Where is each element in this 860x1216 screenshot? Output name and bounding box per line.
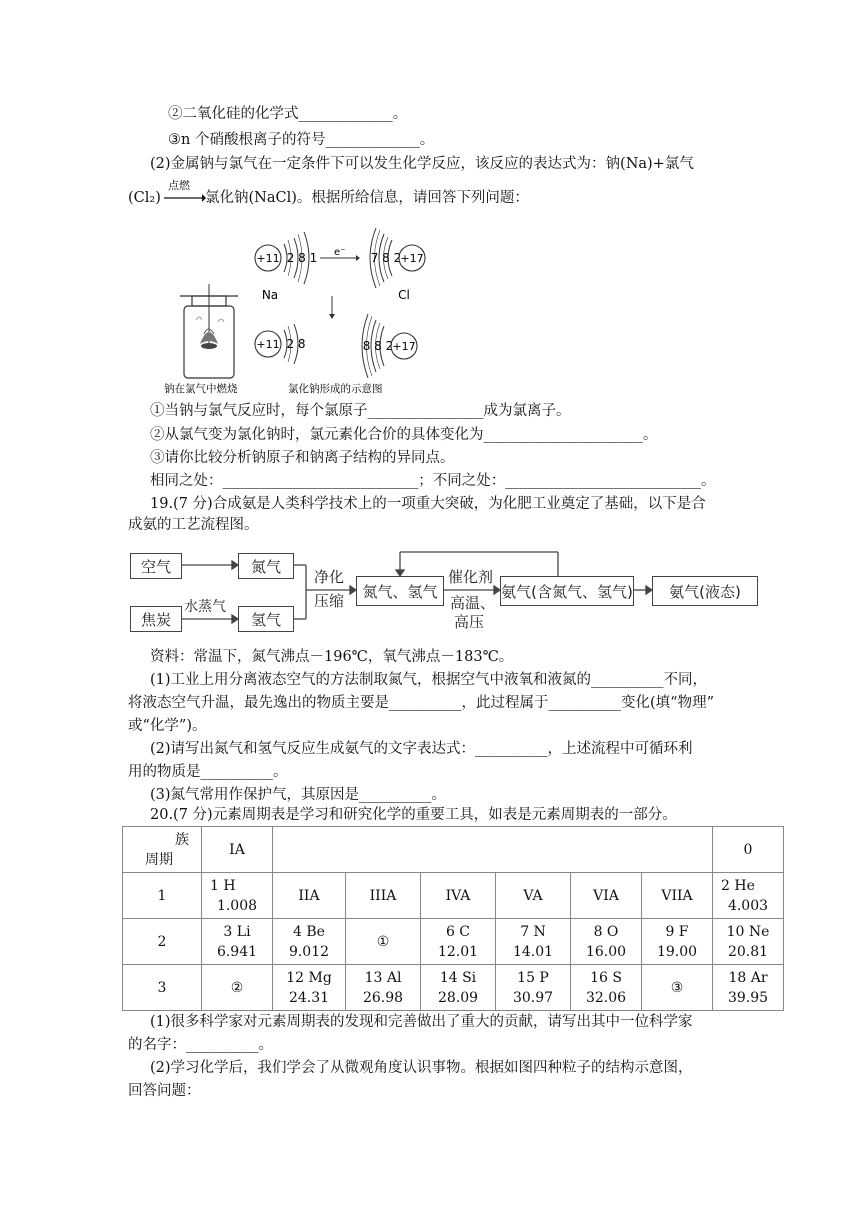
question-line: (1)工业上用分离液态空气的方法制取氮气，根据空气中液氧和液氮的__________不同， [150, 672, 708, 688]
period-label: 1 [123, 873, 202, 919]
question-line: ③n 个硝酸根离子的符号_____________。 [168, 132, 435, 148]
question-line: 回答问题： [128, 1083, 201, 1099]
question-line: (3)氮气常用作保护气，其原因是__________。 [150, 787, 447, 803]
ammonia-flow-chart [124, 540, 764, 640]
element-cell: 10 Ne 20.81 [713, 919, 784, 965]
flow-product: 氨气(含氮气、氢气) [500, 576, 634, 606]
element-cell: 12 Mg 24.31 [273, 965, 346, 1011]
reaction-condition: 点燃 [168, 179, 190, 192]
group-ia-header: IA [202, 827, 273, 873]
question-line: ②从氯气变为氯化钠时，氯元素化合价的具体变化为______________________。 [150, 427, 658, 443]
question-line: (1)很多科学家对元素周期表的发现和完善做出了重大的贡献，请写出其中一位科学家 [150, 1014, 693, 1030]
flow-air: 空气 [130, 553, 182, 579]
element-cell: 4 Be 9.012 [273, 919, 346, 965]
electron-label: e⁻ [334, 247, 346, 258]
question-line: (2)学习化学后，我们学会了从微观角度认识事物。根据如图四种粒子的结构示意图， [150, 1060, 693, 1076]
header-spacer [273, 827, 713, 873]
element-cell-he: 2 He 4.003 [713, 873, 784, 919]
na-atom-shells: 2 8 1 [286, 251, 318, 265]
cl-ion-shells: 8 8 2 [362, 339, 394, 353]
cl-atom-nucleus: +17 [400, 252, 424, 265]
flow-conditions-1: 高温、 [450, 594, 496, 612]
blank-mark-3: ③ [642, 965, 713, 1011]
question-line: 用的物质是__________。 [128, 764, 288, 780]
question-line: 20.(7 分)元素周期表是学习和研究化学的重要工具，如表是元素周期表的一部分。 [150, 807, 677, 823]
group-header: VA [496, 873, 571, 919]
blank-mark-1: ① [346, 919, 421, 965]
question-line: 氯化钠(NaCl)。根据所给信息，请回答下列问题： [205, 190, 529, 206]
caption-right: 氯化钠形成的示意图 [288, 383, 383, 395]
cl-ion-nucleus: +17 [392, 340, 416, 353]
period-label: 3 [123, 965, 202, 1011]
group-zero-header: 0 [713, 827, 784, 873]
group-header: VIA [571, 873, 642, 919]
na-ion-nucleus: +11 [256, 338, 280, 351]
flow-coke: 焦炭 [130, 606, 182, 632]
question-line: 或“化学”)。 [128, 718, 207, 734]
element-cell: 8 O 16.00 [571, 919, 642, 965]
reactant-formula: (Cl₂) [128, 190, 161, 206]
element-cell-h: 1 H 1.008 [202, 873, 273, 919]
table-header-corner: 族 周期 [123, 827, 202, 873]
flow-hydrogen: 氢气 [238, 606, 294, 632]
element-cell: 13 Al 26.98 [346, 965, 421, 1011]
group-header: VIIA [642, 873, 713, 919]
flow-purify: 净化 [314, 568, 345, 586]
bottle-icon [180, 284, 238, 378]
period-label: 2 [123, 919, 202, 965]
element-cell: 14 Si 28.09 [421, 965, 496, 1011]
question-line: 19.(7 分)合成氨是人类科学技术上的一项重大突破，为化肥工业奠定了基础，以下是合 [150, 496, 706, 512]
element-cell: 3 Li 6.941 [202, 919, 273, 965]
flow-compress: 压缩 [314, 592, 345, 610]
sodium-chloride-figure [160, 212, 460, 401]
question-line: 资料：常温下，氮气沸点－196℃，氧气沸点－183℃。 [150, 649, 514, 665]
question-line: (2)金属钠与氯气在一定条件下可以发生化学反应，该反应的表达式为：钠(Na)+氯气 [150, 156, 694, 172]
flow-catalyst: 催化剂 [448, 568, 494, 586]
cl-atom-shells: 7 8 2 [370, 251, 402, 265]
element-cell: 9 F 19.00 [642, 919, 713, 965]
element-cell: 6 C 12.01 [421, 919, 496, 965]
flow-steam: 水蒸气 [184, 599, 226, 615]
question-line: 成氨的工艺流程图。 [128, 517, 259, 533]
element-cell: 15 P 30.97 [496, 965, 571, 1011]
na-atom-symbol: Na [261, 288, 279, 302]
periodic-table [122, 826, 784, 1011]
element-cell: 16 S 32.06 [571, 965, 642, 1011]
question-line: ③请你比较分析钠原子和钠离子结构的异同点。 [150, 450, 455, 466]
blank-mark-2: ② [202, 965, 273, 1011]
caption-left: 钠在氯气中燃烧 [164, 383, 238, 395]
flow-nitrogen: 氮气 [238, 553, 294, 579]
flow-liquid: 氨气(液态) [652, 576, 758, 606]
question-line: ①当钠与氯气反应时，每个氯原子________________成为氯离子。 [150, 403, 571, 419]
question-line: 的名字：__________。 [128, 1037, 273, 1053]
element-cell: 18 Ar 39.95 [713, 965, 784, 1011]
question-line: 将液态空气升温，最先逸出的物质主要是__________，此过程属于__________变化(填“物理” [128, 695, 714, 711]
question-line: (2)请写出氮气和氢气反应生成氨气的文字表达式：__________，上述流程中可循环利 [150, 741, 693, 757]
flow-conditions-2: 高压 [454, 613, 485, 631]
group-header: IIA [273, 873, 346, 919]
question-line: ②二氧化硅的化学式_____________。 [168, 106, 408, 122]
group-header: IIIA [346, 873, 421, 919]
na-atom-nucleus: +11 [256, 252, 280, 265]
question-line: 相同之处：___________________________；不同之处：___________________________。 [150, 473, 716, 489]
element-cell: 7 N 14.01 [496, 919, 571, 965]
cl-atom-symbol: Cl [398, 288, 410, 302]
na-ion-shells: 2 8 [286, 337, 306, 351]
group-header: IVA [421, 873, 496, 919]
flow-mix: 氮气、氢气 [356, 576, 444, 606]
